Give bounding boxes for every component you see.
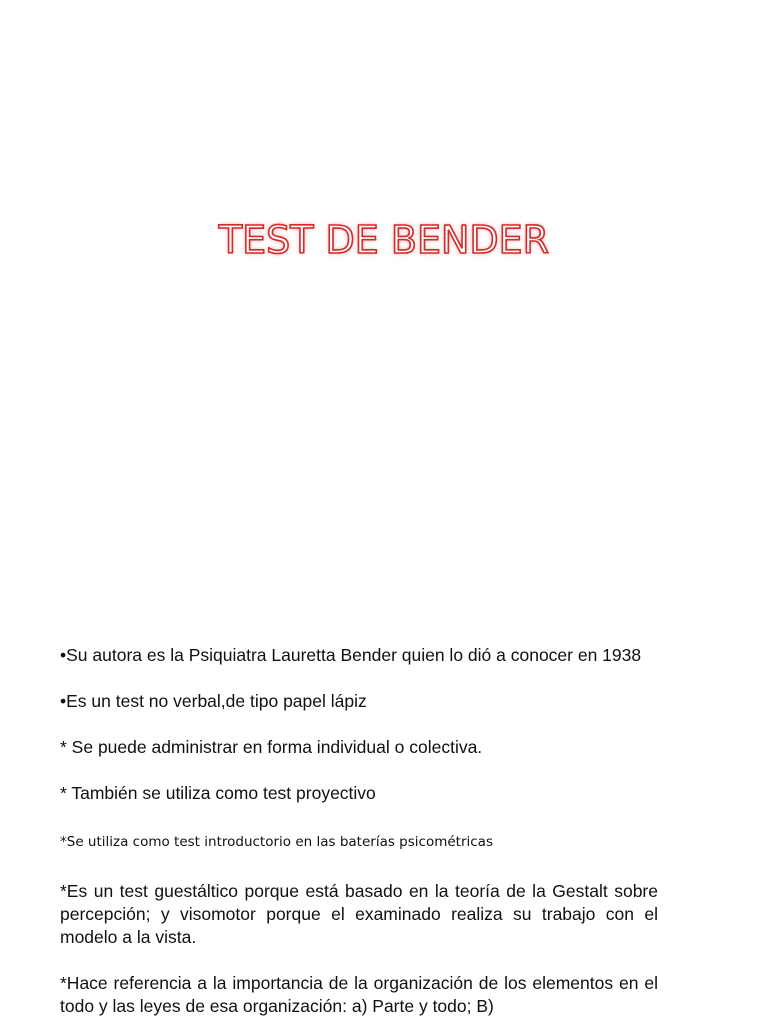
paragraph-introductory: *Se utiliza como test introductorio en las baterías psicométricas — [60, 834, 493, 850]
paragraph-administration: * Se puede administrar en forma individual o colectiva. — [60, 737, 483, 757]
paragraph-projective: * También se utiliza como test proyectivo — [60, 783, 376, 803]
paragraph-organization: *Hace referencia a la importancia de la organización de los elementos en el todo y las leyes de esa organización: a) Parte y todo; B) — [60, 973, 658, 1016]
paragraph-test-type: •Es un test no verbal,de tipo papel lápiz — [60, 691, 367, 711]
document-body — [60, 644, 658, 1024]
paragraph-author: •Su autora es la Psiquiatra Lauretta Bender quien lo dió a conocer en 1938 — [60, 645, 642, 665]
document-title: TEST DE BENDER — [218, 218, 550, 262]
paragraph-gestalt: *Es un test guestáltico porque está basado en la teoría de la Gestalt sobre percepción; y visomotor porque el examinado realiza su trabajo con el modelo a la vista. — [60, 881, 658, 947]
